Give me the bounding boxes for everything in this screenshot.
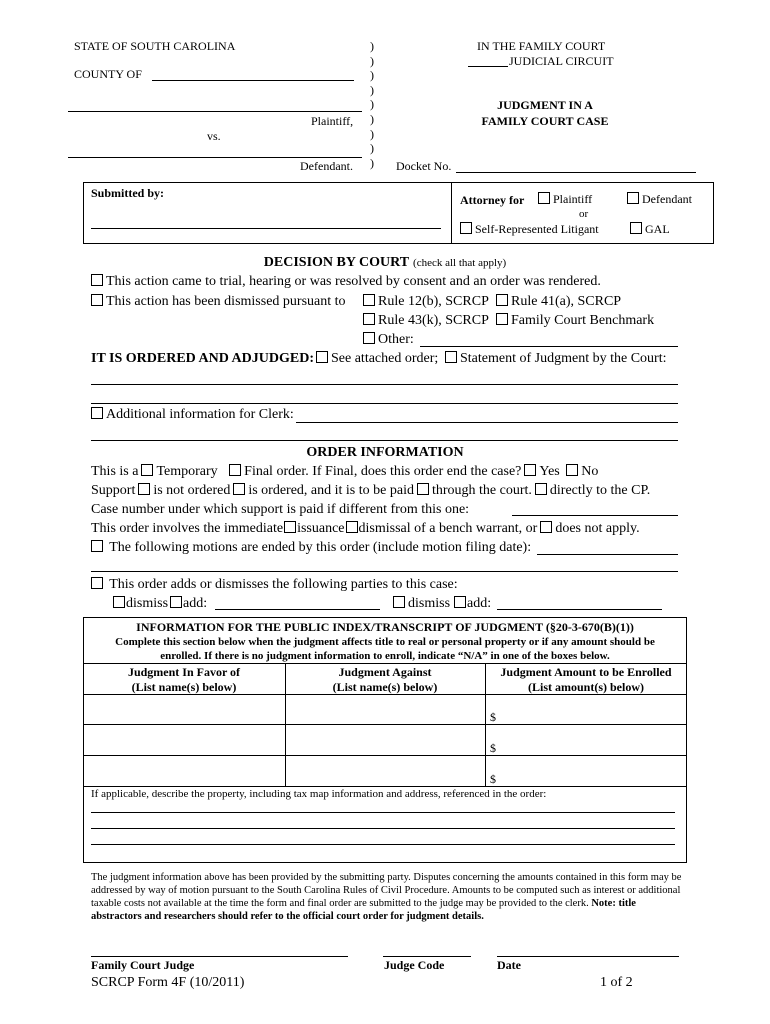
public-index-heading: INFORMATION FOR THE PUBLIC INDEX/TRANSCRIPT OF JUDGMENT (§20-3-670(B)(1)) (136, 620, 634, 634)
judge-code-line[interactable] (383, 956, 471, 957)
ordered-label: IT IS ORDERED AND ADJUDGED: (91, 351, 315, 366)
rule12b-option[interactable]: Rule 12(b), SCRCP (360, 294, 489, 310)
gal-checkbox[interactable] (630, 222, 642, 234)
defendant-label: Defendant. (300, 159, 353, 173)
support-not-ordered-checkbox[interactable] (138, 483, 150, 495)
public-index-intro-1: Complete this section below when the judgment affects title to real or personal property or if any amount should be (115, 636, 655, 648)
circuit-label: JUDICIAL CIRCUIT (509, 54, 614, 68)
temporary-checkbox[interactable] (141, 464, 153, 476)
statement-option[interactable]: Statement of Judgment by the Court: (442, 351, 666, 367)
statement-line-1[interactable] (91, 384, 678, 385)
form-title-line1: JUDGMENT IN A (497, 98, 593, 112)
yes-checkbox[interactable] (524, 464, 536, 476)
defendant-name-field[interactable] (68, 157, 362, 158)
no-checkbox[interactable] (566, 464, 578, 476)
decision-trial-row[interactable]: This action came to trial, hearing or was resolved by consent and an order was rendered. (88, 274, 601, 290)
col-amount-sub: (List amount(s) below) (528, 680, 644, 694)
parties-row[interactable]: This order adds or dismisses the following parties to this case: (88, 577, 458, 593)
attorney-defendant-option[interactable] (624, 192, 692, 207)
circuit-field[interactable] (468, 66, 508, 67)
party-2-row: dismiss add: (390, 596, 491, 612)
party-2-dismiss-checkbox[interactable] (393, 596, 405, 608)
amount-row-3[interactable]: $ (490, 772, 496, 786)
see-attached-option[interactable]: See attached order; (313, 351, 438, 367)
self-rep-checkbox[interactable] (460, 222, 472, 234)
property-label: If applicable, describe the property, including tax map information and address, referenced in the order: (91, 788, 547, 800)
dismissed-checkbox[interactable] (91, 294, 103, 306)
additional-clerk-checkbox[interactable] (91, 407, 103, 419)
party-2-field[interactable] (497, 609, 662, 610)
motions-line-2[interactable] (91, 571, 678, 572)
date-label: Date (497, 958, 521, 972)
other-field[interactable] (420, 346, 678, 347)
date-line[interactable] (497, 956, 679, 957)
benchmark-option[interactable]: Family Court Benchmark (493, 313, 654, 329)
defendant-option-label: Defendant (642, 192, 692, 206)
judge-label: Family Court Judge (91, 958, 195, 972)
form-title-line2: FAMILY COURT CASE (481, 114, 609, 128)
decision-heading: DECISION BY COURT (check all that apply) (263, 255, 507, 270)
parties-checkbox[interactable] (91, 577, 103, 589)
final-checkbox[interactable] (229, 464, 241, 476)
amount-row-2[interactable]: $ (490, 741, 496, 755)
self-rep-label: Self-Represented Litigant (475, 222, 599, 236)
court-label: IN THE FAMILY COURT (477, 39, 606, 53)
party-1-add-checkbox[interactable] (170, 596, 182, 608)
docket-label: Docket No. (396, 159, 452, 173)
attorney-plaintiff-option[interactable] (535, 192, 592, 207)
through-court-checkbox[interactable] (417, 483, 429, 495)
submitted-by-label: Submitted by: (91, 186, 165, 200)
not-apply-checkbox[interactable] (540, 521, 552, 533)
support-row: Support is not ordered is ordered, and it is to be paid through the court. directly to the CP. (91, 483, 651, 498)
statement-checkbox[interactable] (445, 351, 457, 363)
docket-field[interactable] (456, 172, 696, 173)
rule43k-option[interactable]: Rule 43(k), SCRCP (360, 313, 489, 329)
bench-warrant-row: This order involves the immediate issuance dismissal of a bench warrant, or does not apply. (91, 521, 640, 536)
rule12b-checkbox[interactable] (363, 294, 375, 306)
order-type-row: This is a Temporary Final order. If Final, does this order end the case? Yes No (91, 464, 599, 479)
submitted-box-divider (451, 182, 452, 244)
gal-label: GAL (645, 222, 670, 236)
col-against-title: Judgment Against (338, 665, 432, 679)
rule41a-checkbox[interactable] (496, 294, 508, 306)
benchmark-checkbox[interactable] (496, 313, 508, 325)
property-line-3[interactable] (91, 844, 675, 845)
public-index-intro-2: enrolled. If there is no judgment information to enroll, indicate “N/A” in one of the boxes below. (160, 650, 610, 662)
judge-signature-line[interactable] (91, 956, 348, 957)
additional-clerk-field[interactable] (296, 422, 678, 423)
plaintiff-checkbox[interactable] (538, 192, 550, 204)
defendant-checkbox[interactable] (627, 192, 639, 204)
table-row-rule-1 (83, 694, 687, 695)
col-amount-title: Judgment Amount to be Enrolled (500, 665, 672, 679)
gal-option[interactable] (627, 222, 670, 237)
col-favor-sub: (List name(s) below) (131, 680, 237, 694)
motions-field[interactable] (537, 554, 678, 555)
form-number: SCRCP Form 4F (10/2011) (91, 975, 245, 990)
property-line-1[interactable] (91, 812, 675, 813)
party-1-row: dismiss add: (113, 596, 207, 612)
trial-checkbox[interactable] (91, 274, 103, 286)
other-option[interactable]: Other: (360, 332, 414, 348)
or-label: or (579, 208, 589, 220)
motions-checkbox[interactable] (91, 540, 103, 552)
order-info-heading: ORDER INFORMATION (306, 445, 464, 460)
statement-line-2[interactable] (91, 403, 678, 404)
col-against-sub: (List name(s) below) (332, 680, 438, 694)
case-number-field[interactable] (512, 515, 678, 516)
table-row-rule-2 (83, 724, 687, 725)
county-field[interactable] (152, 80, 354, 81)
submitted-by-box (83, 182, 714, 244)
rule41a-option[interactable]: Rule 41(a), SCRCP (493, 294, 621, 310)
directly-cp-checkbox[interactable] (535, 483, 547, 495)
support-ordered-checkbox[interactable] (233, 483, 245, 495)
rule43k-checkbox[interactable] (363, 313, 375, 325)
county-label: COUNTY OF (74, 67, 142, 81)
party-1-field[interactable] (215, 609, 380, 610)
page-number: 1 of 2 (600, 975, 633, 990)
amount-row-1[interactable]: $ (490, 710, 496, 724)
table-row-rule-3 (83, 755, 687, 756)
plaintiff-name-field[interactable] (68, 111, 362, 112)
see-attached-checkbox[interactable] (316, 351, 328, 363)
additional-clerk-row[interactable]: Additional information for Clerk: (88, 407, 294, 423)
case-number-label: Case number under which support is paid if different from this one: (91, 502, 470, 517)
col-favor-title: Judgment In Favor of (127, 665, 241, 679)
property-line-2[interactable] (91, 828, 675, 829)
submitted-by-field[interactable] (91, 228, 441, 229)
self-rep-option[interactable] (457, 222, 599, 237)
disclaimer-text: The judgment information above has been provided by the submitting party. Disputes concerning the amounts contained in this form may be addressed by way of motion pursuant to the South Carolina Rules of Civil Procedure. Amounts to be computed such as interest or additional taxable costs not available at the time the form and final order are submitted to the judge may be provided to the clerk. Note: title abstractors and researchers should refer to the official court order for judgment details. (91, 872, 682, 922)
table-row-rule-4 (83, 786, 687, 787)
other-checkbox[interactable] (363, 332, 375, 344)
plaintiff-label: Plaintiff, (311, 114, 354, 128)
dismissal-checkbox[interactable] (346, 521, 358, 533)
attorney-for-label: Attorney for (460, 193, 525, 207)
issuance-checkbox[interactable] (284, 521, 296, 533)
plaintiff-option-label: Plaintiff (553, 192, 593, 206)
caption-parentheses: ) ) ) ) ) ) ) ) ) (370, 39, 374, 170)
state-label: STATE OF SOUTH CAROLINA (74, 39, 236, 53)
additional-clerk-line-2[interactable] (91, 440, 678, 441)
decision-dismissed-row[interactable]: This action has been dismissed pursuant to (88, 294, 346, 310)
vs-label: vs. (207, 129, 221, 143)
judge-code-label: Judge Code (384, 958, 445, 972)
motions-row[interactable]: The following motions are ended by this order (include motion filing date): (88, 540, 531, 556)
table-top-rule (83, 663, 687, 664)
party-1-dismiss-checkbox[interactable] (113, 596, 125, 608)
party-2-add-checkbox[interactable] (454, 596, 466, 608)
